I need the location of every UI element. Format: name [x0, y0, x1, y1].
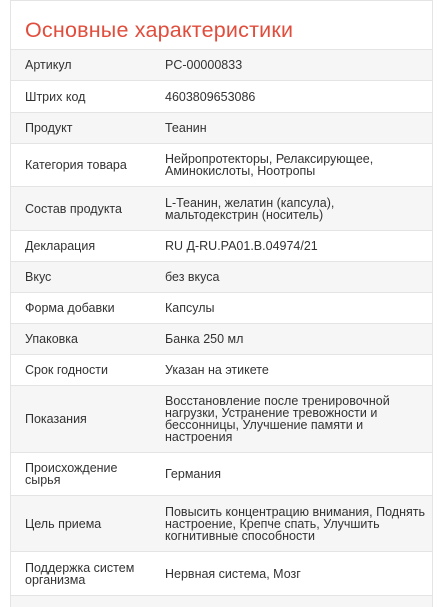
- spec-row-article: [11, 49, 432, 80]
- spec-value: Германия: [165, 467, 222, 481]
- specs-table: [11, 49, 432, 607]
- spec-label: Происхождение сырья: [25, 461, 118, 487]
- spec-row-declaration: [11, 230, 432, 261]
- spec-label: Вкус: [25, 270, 52, 284]
- spec-row-barcode: [11, 80, 432, 112]
- spec-row-indications: [11, 385, 432, 452]
- spec-row-product: [11, 112, 432, 143]
- spec-row-partial: [11, 595, 432, 607]
- spec-label: Декларация: [25, 239, 96, 253]
- spec-row-package: [11, 323, 432, 354]
- spec-value: Капсулы: [165, 301, 215, 315]
- spec-value: 4603809653086: [165, 89, 256, 104]
- characteristics-panel: [10, 0, 433, 607]
- spec-label: Штрих код: [25, 89, 86, 104]
- spec-label: Артикул: [25, 58, 72, 72]
- spec-row-purpose: [11, 495, 432, 551]
- spec-row-expiry: [11, 354, 432, 385]
- spec-value: Нейропротекторы, Релаксирующее, Аминокислоты, Ноотропы: [165, 152, 374, 178]
- spec-label: Поддержка систем организма: [25, 560, 135, 587]
- spec-label: Категория товара: [25, 158, 127, 172]
- spec-row-taste: [11, 261, 432, 292]
- spec-label: Упаковка: [25, 332, 78, 346]
- spec-label: Форма добавки: [25, 301, 115, 315]
- spec-value: RU Д-RU.PA01.B.04974/21: [165, 239, 318, 253]
- spec-value: Нервная система, Мозг: [165, 566, 301, 581]
- spec-value: Указан на этикете: [165, 363, 269, 377]
- spec-row-category: [11, 143, 432, 186]
- spec-value: без вкуса: [165, 270, 220, 284]
- spec-row-body-support: [11, 551, 432, 595]
- spec-label: Состав продукта: [25, 201, 122, 216]
- spec-row-form: [11, 292, 432, 323]
- spec-value: Теанин: [165, 121, 207, 135]
- spec-label: Показания: [25, 412, 87, 426]
- section-title: Основные характеристики: [25, 18, 294, 42]
- spec-value: Банка 250 мл: [165, 332, 244, 346]
- spec-label: Срок годности: [25, 363, 108, 377]
- spec-value: PC-00000833: [165, 58, 243, 72]
- spec-value: Повысить концентрацию внимания, Поднять настроение, Крепче спать, Улучшить когнитивные способности: [165, 504, 425, 543]
- spec-value: Восстановление после тренировочной нагрузки, Устранение тревожности и бессонницы, Улучшение памяти и настроения: [165, 394, 390, 444]
- spec-label: Продукт: [25, 121, 73, 135]
- spec-row-origin: [11, 452, 432, 495]
- spec-label: Цель приема: [25, 516, 102, 531]
- spec-row-composition: [11, 186, 432, 230]
- spec-value: L-Теанин, желатин (капсула), мальтодекстрин (носитель): [165, 195, 335, 222]
